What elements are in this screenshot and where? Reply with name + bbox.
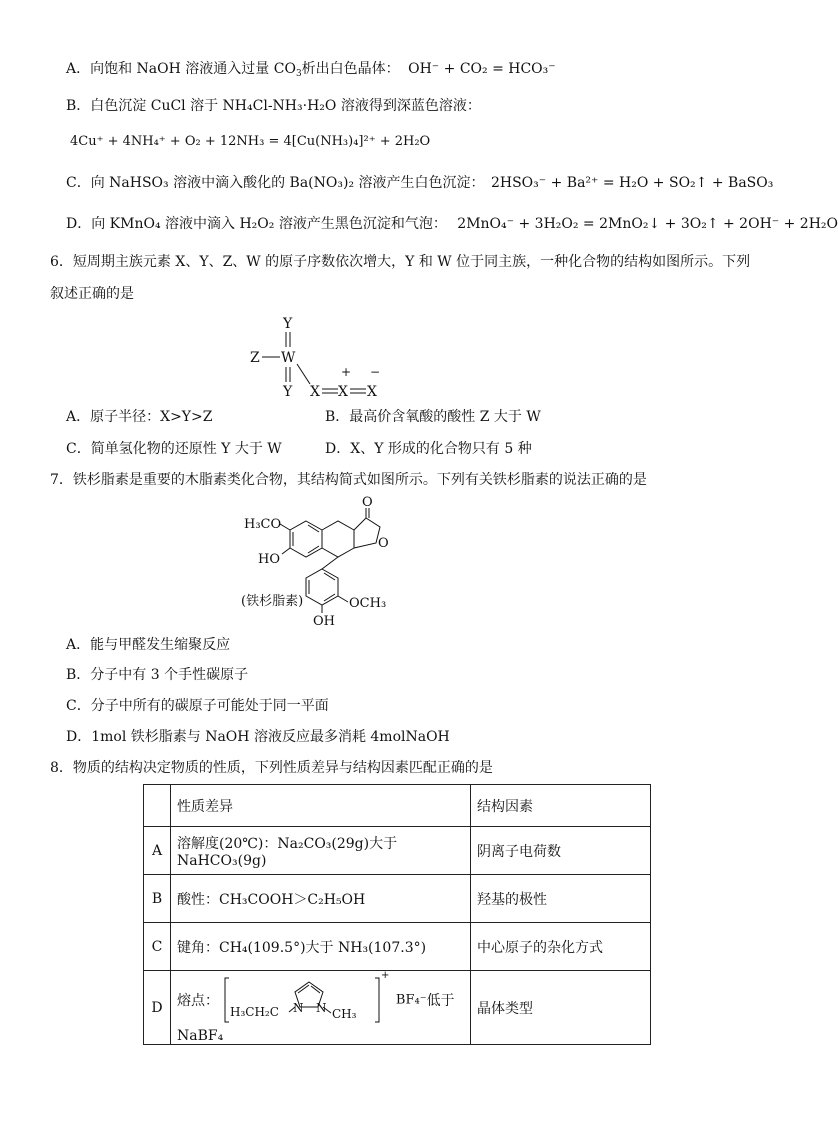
q7-option-c: C．分子中所有的碳原子可能处于同一平面 bbox=[66, 698, 329, 714]
table-row bbox=[144, 923, 651, 971]
q6-stem-line2: 叙述正确的是 bbox=[50, 286, 134, 302]
ion-n2: N bbox=[316, 1000, 327, 1015]
imidazolium-cation-diagram bbox=[223, 969, 391, 1028]
q6-charge-plus: + bbox=[341, 365, 352, 379]
q6-atom-x2: X bbox=[338, 384, 348, 400]
q8-row-factor: 阴离子电荷数 bbox=[471, 827, 651, 875]
q8-row-label: B bbox=[144, 875, 171, 923]
q7-structure-diagram bbox=[238, 495, 408, 630]
q6-atom-x3: X bbox=[367, 384, 377, 400]
q5-option-c-text: C．向 NaHSO₃ 溶液中滴入酸化的 Ba(NO₃)₂ 溶液产生白色沉淀： bbox=[66, 175, 485, 191]
q8-row-factor: 羟基的极性 bbox=[471, 875, 651, 923]
q5-option-a-text: A．向饱和 NaOH 溶液通入过量 CO bbox=[66, 61, 296, 77]
q8-header-factor: 结构因素 bbox=[471, 785, 651, 827]
table-row bbox=[144, 875, 651, 923]
q7-label-o-ring: O bbox=[378, 536, 389, 551]
q6-atom-y-top: Y bbox=[283, 316, 293, 332]
q7-stem: 7．铁杉脂素是重要的木脂素类化合物，其结构简式如图所示。下列有关铁杉脂素的说法正确的是 bbox=[50, 472, 647, 488]
table-row bbox=[144, 827, 651, 875]
q6-structure-diagram bbox=[246, 314, 406, 404]
q5-option-c bbox=[66, 174, 773, 192]
q6-atom-x1: X bbox=[310, 384, 320, 400]
q8-stem: 8．物质的结构决定物质的性质，下列性质差异与结构因素匹配正确的是 bbox=[50, 760, 493, 776]
q6-option-a: A．原子半径：X>Y>Z bbox=[66, 409, 213, 425]
q7-compound-name: (铁杉脂素) bbox=[241, 594, 304, 609]
q8-header-blank bbox=[144, 785, 171, 827]
q8-row-factor: 晶体类型 bbox=[471, 971, 651, 1045]
q6-atom-z: Z bbox=[250, 350, 260, 366]
q8-row-label: A bbox=[144, 827, 171, 875]
q5-option-a-equation: OH⁻ + CO₂ = HCO₃⁻ bbox=[408, 61, 556, 77]
q6-atom-w: W bbox=[281, 350, 296, 366]
q8-row-property: 溶解度(20℃)：Na₂CO₃(29g)大于 NaHCO₃(9g) bbox=[171, 827, 471, 875]
ion-left-group: H₃CH₂C bbox=[230, 1004, 280, 1019]
q8-row-d-anion: BF₄⁻ bbox=[395, 992, 427, 1007]
q6-atom-y-bottom: Y bbox=[283, 384, 293, 400]
ion-right-group: CH₃ bbox=[332, 1006, 357, 1021]
q8-row-property: 酸性：CH₃COOH＞C₂H₅OH bbox=[171, 875, 471, 923]
q7-label-h3co: H₃CO bbox=[244, 517, 282, 532]
q8-header-property: 性质差异 bbox=[171, 785, 471, 827]
q5-option-a-mid: 析出白色晶体： bbox=[301, 61, 400, 77]
q5-option-c-equation: 2HSO₃⁻ + Ba²⁺ = H₂O + SO₂↑ + BaSO₃ bbox=[490, 175, 774, 191]
q7-option-b: B．分子中有 3 个手性碳原子 bbox=[66, 667, 249, 683]
q7-label-ho-left: HO bbox=[258, 552, 280, 567]
q8-table-header bbox=[144, 785, 651, 827]
q8-row-d-prefix: 熔点： bbox=[177, 992, 219, 1009]
q6-charge-minus: − bbox=[370, 365, 381, 379]
q6-option-c: C．简单氢化物的还原性 Y 大于 W bbox=[66, 441, 282, 457]
q6-option-b: B．最高价含氧酸的酸性 Z 大于 W bbox=[325, 409, 541, 425]
q8-row-label: C bbox=[144, 923, 171, 971]
ion-charge: + bbox=[381, 969, 390, 981]
q5-option-d-text: D．向 KMnO₄ 溶液中滴入 H₂O₂ 溶液产生黑色沉淀和气泡： bbox=[66, 216, 447, 232]
q8-row-label: D bbox=[144, 971, 171, 1045]
q6-option-d: D．X、Y 形成的化合物只有 5 种 bbox=[325, 441, 532, 457]
table-row bbox=[144, 971, 651, 1045]
q7-label-och3: OCH₃ bbox=[349, 596, 387, 611]
q5-option-b: B．白色沉淀 CuCl 溶于 NH₄Cl-NH₃·H₂O 溶液得到深蓝色溶液： bbox=[66, 98, 481, 114]
q7-label-oh-bottom: OH bbox=[313, 614, 335, 629]
q7-label-o-carbonyl: O bbox=[362, 495, 373, 510]
q7-option-a: A．能与甲醛发生缩聚反应 bbox=[66, 637, 231, 653]
ion-n1: N bbox=[293, 1000, 304, 1015]
q7-option-d: D．1mol 铁杉脂素与 NaOH 溶液反应最多消耗 4molNaOH bbox=[66, 729, 450, 745]
q5-option-d bbox=[66, 215, 838, 233]
q8-table bbox=[143, 784, 651, 1045]
q8-row-factor: 中心原子的杂化方式 bbox=[471, 923, 651, 971]
q5-option-a: A．向饱和 NaOH 溶液通入过量 $CO_3$析出白色晶体： OH⁻ + CO₂ = HCO₃⁻ bbox=[66, 61, 556, 79]
q5-option-b-equation: 4Cu⁺ + 4NH₄⁺ + O₂ + 12NH₃ = 4[Cu(NH₃)₄]²⁺ + 2H₂O bbox=[70, 134, 431, 149]
q8-row-property: 键角：CH₄(109.5°)大于 NH₃(107.3°) bbox=[171, 923, 471, 971]
q8-row-d-suffix: 低于 NaBF₄ bbox=[177, 992, 455, 1044]
q5-option-d-equation: 2MnO₄⁻ + 3H₂O₂ = 2MnO₂↓ + 3O₂↑ + 2OH⁻ + 2H₂O bbox=[457, 216, 838, 232]
q8-row-property bbox=[171, 971, 471, 1045]
q6-stem-line1: 6．短周期主族元素 X、Y、Z、W 的原子序数依次增大，Y 和 W 位于同主族，一种化合物的结构如图所示。下列 bbox=[50, 254, 751, 270]
